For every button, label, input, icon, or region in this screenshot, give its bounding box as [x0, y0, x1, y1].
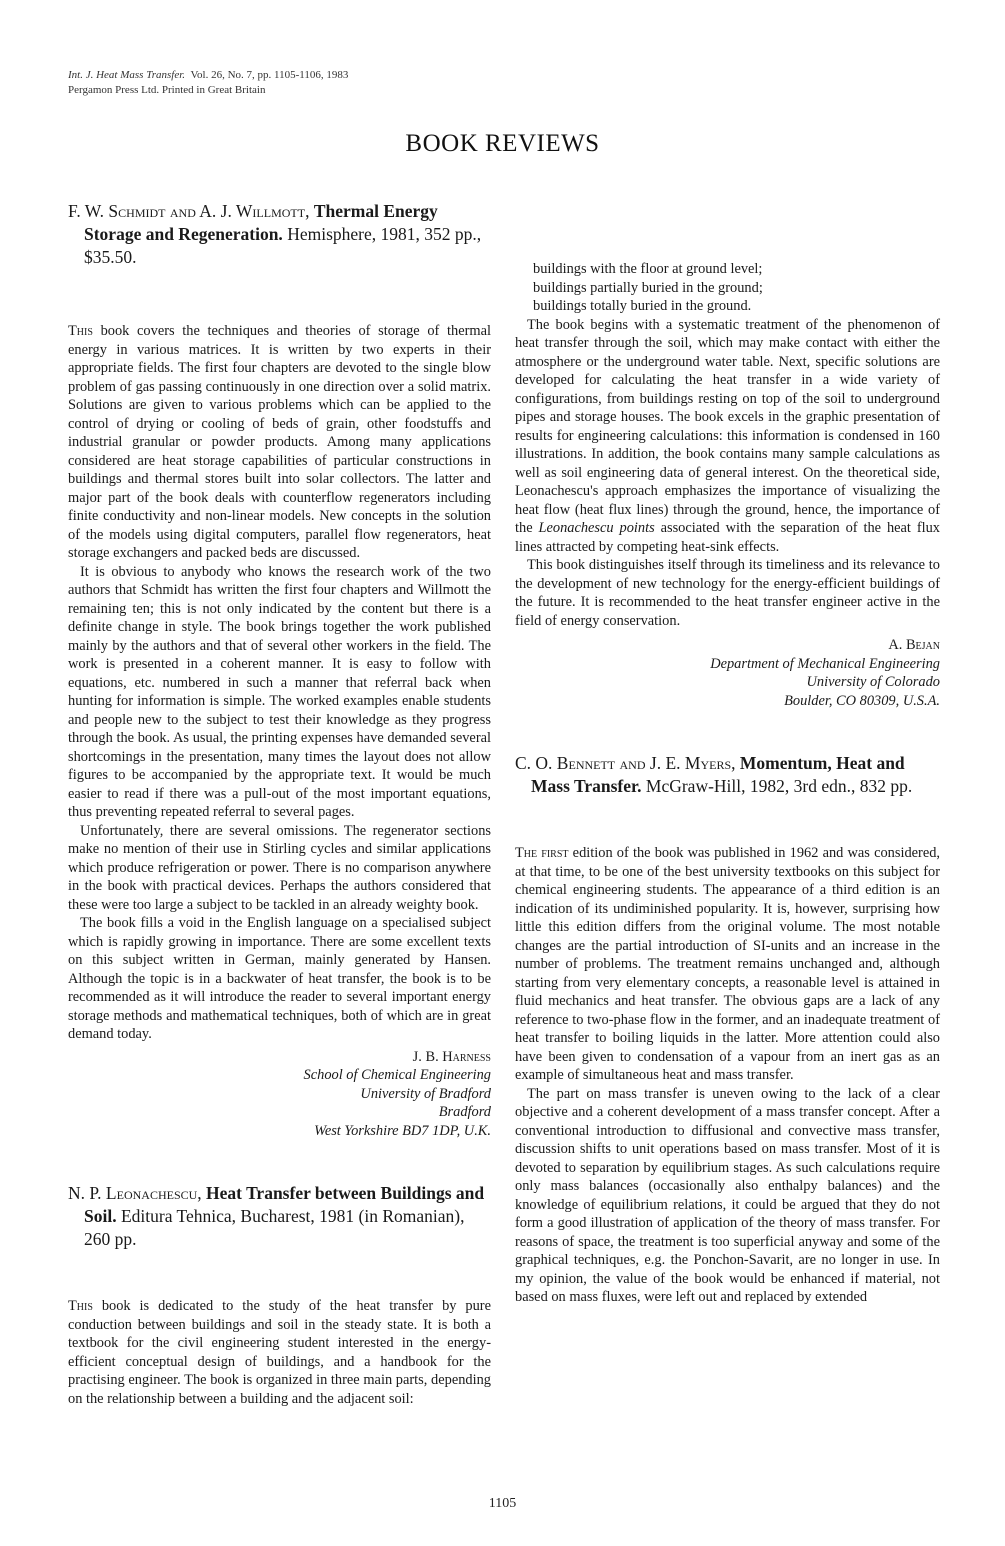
- reviewer-affiliation: University of Bradford: [360, 1085, 491, 1102]
- lead-words: This: [68, 323, 93, 339]
- review-paragraph: It is obvious to anybody who knows the research work of the two authors that Schmidt has written the first four chapters and Willmott the remaining ten; this is not only indicated by the content but there is a definite change in style. The book brings together the work published mainly by the authors and that of several other workers in the field. The work is presented in a coherent manner. It is easy to follow with equations, etc. numbered in such a manner that referral back when hunting for information is simple. The worked examples enable students and people new to the subject to test their knowledge as they progress through the book. As usual, the printing expenses have demanded several shortcomings in the presentation, many times the layout does not allow figures to be accompanied by the appropriate text. It would be much easier to read if there was a pull-out of the most important equations, thus preventing repeated referral to several pages.: [68, 563, 491, 820]
- publication-info: Editura Tehnica, Bucharest, 1981 (in Romanian), 260 pp.: [84, 1206, 465, 1249]
- reviewer-affiliation: West Yorkshire BD7 1DP, U.K.: [314, 1122, 491, 1139]
- review-body: [68, 322, 491, 1044]
- review-paragraph: This book is dedicated to the study of the heat transfer by pure conduction between buildings and soil in the steady state. It is both a textbook for the civil engineering student interested in the energy-efficient conceptual design of buildings, and a handbook for the practising engineer. The book is organized in three main parts, depending on the relationship between a building and the adjacent soil:: [68, 1298, 491, 1407]
- review-paragraph: This book covers the techniques and theories of storage of thermal energy in various matrices. It is written by two experts in their appropriate fields. The first four chapters are devoted to the single blow problem of gas passing continuously in one direction over a solid matrix. Solutions are given to various problems which can be applied to the control of drying or cooling of beds of grain, other foodstuffs and industrial granular or powder products. Among many applications considered are heat storage capabilities of particular constructions in buildings and thermal stores built into solar collectors. The latter and major part of the book deals with counterflow regenerators including finite conductivity and non-linear models. New concepts in the solution of the models using digital computers, parallel flow regenerators, heat storage exchangers and packed beds are discussed.: [68, 323, 491, 561]
- journal-citation: Int. J. Heat Mass Transfer.: [68, 69, 186, 81]
- reviewer-affiliation: School of Chemical Engineering: [303, 1067, 491, 1083]
- review-paragraph: Unfortunately, there are several omissions. The regenerator sections make no mention of their use in Stirling cycles and similar applications which produce refrigeration or power. There is no comparison anywhere in the book with practical devices. Perhaps the authors considered that these were too large a subject to be tackled in an already weighty book.: [68, 822, 491, 913]
- reviewer-name: J. B. Harness: [412, 1048, 491, 1065]
- review-body: [515, 844, 940, 1307]
- building-categories-list: [515, 260, 940, 316]
- review-heading: [68, 200, 491, 269]
- left-column: [68, 200, 491, 1408]
- reviewer-affiliation: Department of Mechanical Engineering: [710, 655, 940, 672]
- list-item: buildings with the floor at ground level;: [533, 261, 763, 277]
- review-authors: N. P. Leonachescu,: [68, 1183, 202, 1203]
- publisher-line: Pergamon Press Ltd. Printed in Great Britain: [68, 84, 266, 96]
- review-body: [515, 316, 940, 631]
- review-authors: C. O. Bennett and J. E. Myers,: [515, 753, 736, 773]
- reviewer-signature: [515, 636, 940, 710]
- reviewer-signature: [68, 1048, 491, 1141]
- reviewer-affiliation: Boulder, CO 80309, U.S.A.: [784, 692, 940, 709]
- review-paragraph: This book distinguishes itself through its timeliness and its relevance to the development of new technology for the energy-efficient buildings of the future. It is recommended to the heat transfer engineer active in the field of energy conservation.: [515, 557, 940, 629]
- list-item: buildings partially buried in the ground;: [533, 279, 763, 296]
- reviewer-affiliation: University of Colorado: [806, 674, 940, 690]
- italic-term: Leonachescu points: [538, 520, 655, 536]
- review-paragraph: The book begins with a systematic treatment of the phenomenon of heat transfer through the soil, which may make contact with either the atmosphere or the underground water table. Next, specific solutions are developed for calculating the heat transfer in a wide variety of configurations, from buildings resting on top of the soil to underground pipes and storage houses. The book excels in the graphic presentation of results for engineering calculations: this information is condensed in 160 illustrations. In addition, the book contains many sample calculations as well as soil engineering data of general interest. On the theoretical side, Leonachescu's approach emphasizes the importance of visualizing the heat flow (heat flux lines) through the ground, hence, the importance of the Leonachescu points associated with the separation of the heat flux lines attracted by competing heat-sink effects.: [515, 316, 941, 555]
- section-title: BOOK REVIEWS: [405, 130, 600, 157]
- lead-words: This: [68, 1298, 93, 1314]
- page-number: 1105: [488, 1496, 517, 1511]
- review-paragraph: The first edition of the book was published in 1962 and was considered, at that time, to be one of the best university textbooks on this subject for chemical engineering students. The appearance of a third edition is an indication of its undiminished popularity. It is, however, surprising how little this edition differs from the original volume. The most notable changes are the partial introduction of SI-units and an increase in the number of problems. The treatment remains unchanged and, although starting from very elementary concepts, a reasonable level is attained in fluid mechanics and heat transfer. The obvious gaps are a lack of any reference to two-phase flow in the former, and an inadequate treatment of heat transfer to boiling liquids in the latter. More attention could also have been given to condensation of a vapour from an inert gas as an example of simultaneous heat and mass transfer.: [515, 845, 940, 1083]
- review-body: [68, 1297, 491, 1408]
- review-authors: F. W. Schmidt and A. J. Willmott,: [68, 201, 310, 221]
- book-title: Momentum, Heat and Mass Transfer.: [531, 753, 905, 796]
- book-title: Thermal Energy Storage and Regeneration.: [84, 201, 438, 244]
- review-heading: [68, 1182, 491, 1251]
- journal-header: [68, 68, 348, 98]
- right-column: [515, 200, 940, 1307]
- book-title: Heat Transfer between Buildings and Soil.: [84, 1183, 485, 1226]
- volume-info: Vol. 26, No. 7, pp. 1105-1106, 1983: [190, 69, 349, 81]
- reviewer-name: A. Bejan: [888, 637, 940, 653]
- publication-info: Hemisphere, 1981, 352 pp., $35.50.: [84, 224, 482, 267]
- reviewer-affiliation: Bradford: [438, 1104, 491, 1120]
- review-paragraph: The book fills a void in the English language on a specialised subject which is rapidly growing in importance. There are some excellent texts on this subject written in German, mainly generated by Hansen. Although the topic is in a backwater of heat transfer, the book is to be recommended as it will introduce the reader to several important energy storage methods and mathematical techniques, both of which are in great demand today.: [68, 915, 491, 1042]
- lead-words: The first: [515, 845, 569, 861]
- publication-info: McGraw-Hill, 1982, 3rd edn., 832 pp.: [645, 776, 913, 796]
- review-heading: [515, 752, 940, 798]
- review-paragraph: The part on mass transfer is uneven owing to the lack of a clear objective and a coherent development of a mass transfer concept. After a conventional introduction to diffusional and convective mass transfer, discussion shifts to unit operations based on mass transfer. Most of it is devoted to separation by equilibrium stages. As such calculations require only mass balances (occasionally also enthalpy balances) and the knowledge of equilibrium relations, it could be argued that they do not form a good illustration of application of the theory of mass transfer. For reasons of space, the treatment is too superficial anyway and some of the graphical techniques, e.g. the Ponchon-Savarit, are no longer in use. In my opinion, the value of the book would be enhanced if material, not based on mass fluxes, were left out and replaced by extended: [515, 1085, 940, 1305]
- list-item: buildings totally buried in the ground.: [533, 298, 752, 314]
